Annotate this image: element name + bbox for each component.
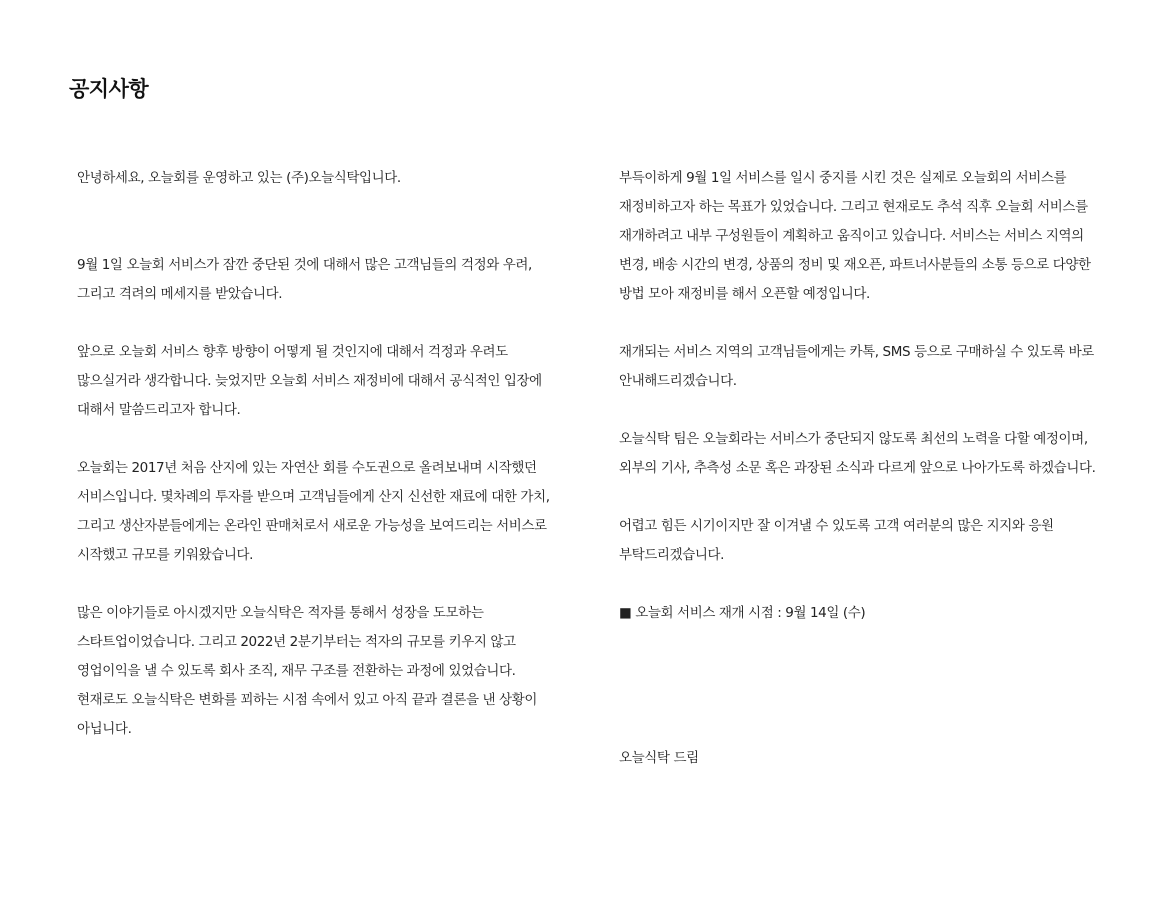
notice-paragraph-suspension: 9월 1일 오늘회 서비스가 잠깐 중단된 것에 대해서 많은 고객님들의 걱정와 우려, 그리고 격려의 메세지를 받았습니다.: [77, 257, 532, 302]
notice-signature: 오늘식탁 드림: [619, 750, 699, 766]
notice-paragraph-contact: 재개되는 서비스 지역의 고객님들에게는 카톡, SMS 등으로 구매하실 수 있도록 바로 안내해드리겠습니다.: [619, 344, 1094, 389]
notice-paragraph-history: 오늘회는 2017년 처음 산지에 있는 자연산 회를 수도권으로 올려보내며 시작했던 서비스입니다. 몇차례의 투자를 받으며 고객님들에게 산지 신선한 재료에 대한 가치, 그리고 생산자분들에게는 온라인 판매처로서 새로운 가능성을 보여드리는 서비스로 시작했고 규모를 키워왔습니다.: [77, 460, 550, 563]
notice-paragraph-commitment: 오늘식탁 팀은 오늘회라는 서비스가 중단되지 않도록 최선의 노력을 다할 예정이며, 외부의 기사, 추측성 소문 혹은 과장된 소식과 다르게 앞으로 나아가도록 하겠습니다.: [619, 431, 1096, 476]
notice-resume-date: ■ 오늘회 서비스 재개 시점 : 9월 14일 (수): [619, 605, 866, 621]
notice-paragraph-future-direction: 앞으로 오늘회 서비스 향후 방향이 어떻게 될 것인지에 대해서 걱정과 우려도 많으실거라 생각합니다. 늦었지만 오늘회 서비스 재정비에 대해서 공식적인 입장에 대해서 말씀드리고자 합니다.: [77, 344, 542, 418]
page-title: 공지사항: [69, 77, 149, 101]
notice-paragraph-finance: 많은 이야기들로 아시겠지만 오늘식탁은 적자를 통해서 성장을 도모하는 스타트업이었습니다. 그리고 2022년 2분기부터는 적자의 규모를 키우지 않고 영업이익을 낼 수 있도록 회사 조직, 재무 구조를 전환하는 과정에 있었습니다. 현재로도 오늘식탁은 변화를 꾀하는 시점 속에서 있고 아직 끝과 결론을 낸 상황이 아닙니다.: [77, 605, 537, 737]
notice-paragraph-greeting: 안녕하세요, 오늘회를 운영하고 있는 (주)오늘식탁입니다.: [77, 170, 401, 186]
notice-left-column: [77, 164, 555, 744]
notice-paragraph-reorganization: 부득이하게 9월 1일 서비스를 일시 중지를 시킨 것은 실제로 오늘회의 서비스를 재정비하고자 하는 목표가 있었습니다. 그리고 현재로도 추석 직후 오늘회 서비스를 재개하려고 내부 구성원들이 계획하고 움직이고 있습니다. 서비스는 서비스 지역의 변경, 배송 시간의 변경, 상품의 정비 및 재오픈, 파트너사분들의 소통 등으로 다양한 방법 모아 재정비를 해서 오픈할 예정입니다.: [619, 170, 1091, 302]
notice-right-column: [619, 164, 1097, 773]
notice-paragraph-support: 어렵고 힘든 시기이지만 잘 이겨낼 수 있도록 고객 여러분의 많은 지지와 응원 부탁드리겠습니다.: [619, 518, 1054, 563]
